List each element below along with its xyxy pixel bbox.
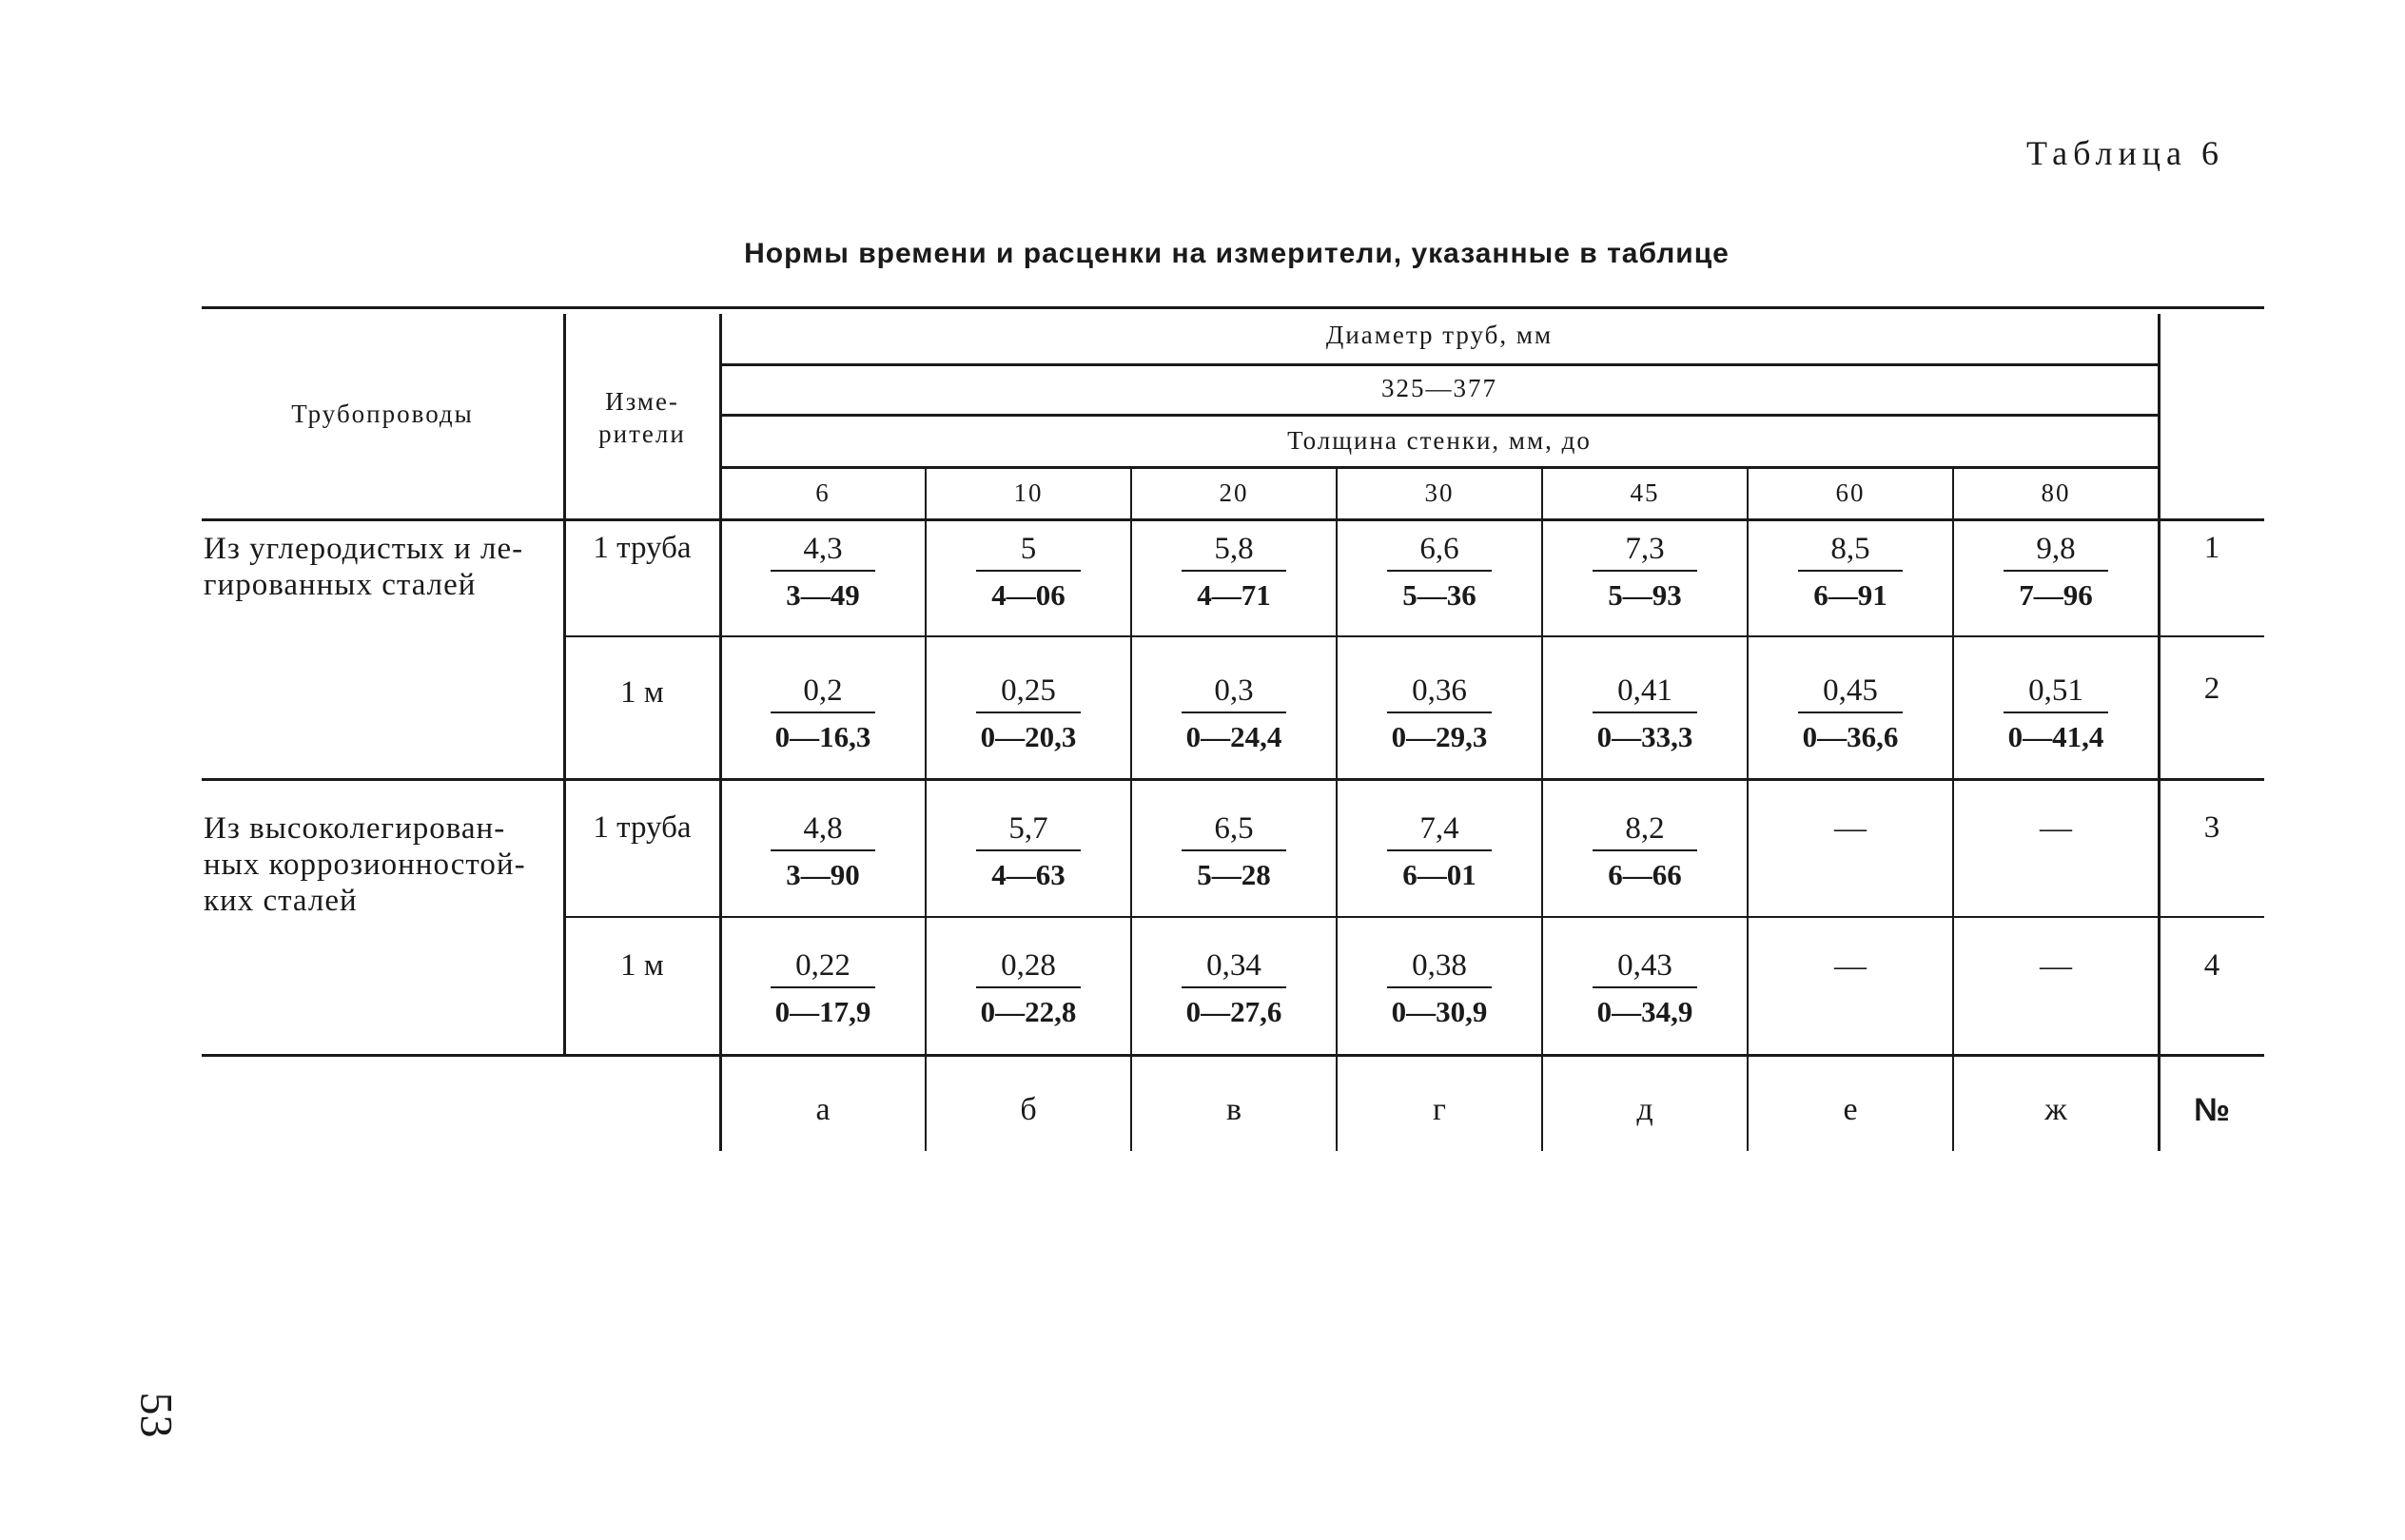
rate-value: 7—96 xyxy=(2019,578,2093,612)
number-sign: № xyxy=(2194,1092,2230,1128)
column-letter: г xyxy=(1433,1092,1446,1127)
value-cell xyxy=(1182,672,1286,757)
value-cell xyxy=(1387,530,1492,615)
value-cell xyxy=(1387,672,1492,757)
row-measure: 1 м xyxy=(620,948,664,983)
norm-value: 8,2 xyxy=(1593,809,1697,851)
rate-value: 5—28 xyxy=(1197,858,1271,891)
norm-value: 9,8 xyxy=(2004,530,2108,572)
norm-value: 7,3 xyxy=(1593,530,1697,572)
group-label-line: ных коррозионностой- xyxy=(204,848,526,882)
rate-value: 0—33,3 xyxy=(1596,720,1693,753)
rate-value: 0—16,3 xyxy=(774,720,871,753)
norm-value: 5,7 xyxy=(976,809,1081,851)
column-letter: в xyxy=(1225,1092,1242,1127)
rate-value: 6—01 xyxy=(1402,858,1476,891)
rate-value: 0—24,4 xyxy=(1185,720,1282,753)
rate-value: 6—66 xyxy=(1608,858,1682,891)
empty-cell-dash: — xyxy=(2040,810,2072,846)
group-label xyxy=(204,531,561,603)
value-cell xyxy=(771,672,875,757)
empty-cell-dash: — xyxy=(1834,810,1867,846)
thickness-value: 80 xyxy=(2041,478,2071,507)
norm-value: 4,3 xyxy=(771,530,875,572)
norm-value: 0,2 xyxy=(771,672,875,713)
column-letter: д xyxy=(1636,1092,1653,1127)
value-cell xyxy=(1593,672,1697,757)
row-measure: 1 труба xyxy=(593,810,692,845)
norm-value: 5 xyxy=(976,530,1081,572)
norm-value: 6,6 xyxy=(1387,530,1492,572)
header-measures-line2: рители xyxy=(598,419,686,448)
rate-value: 0—36,6 xyxy=(1802,720,1899,753)
value-cell xyxy=(1593,946,1697,1032)
rate-value: 0—22,8 xyxy=(980,995,1077,1028)
value-cell xyxy=(1387,946,1492,1032)
value-cell xyxy=(1182,946,1286,1032)
norm-value: 0,41 xyxy=(1593,672,1697,713)
header-diameter-range: 325—377 xyxy=(1381,374,1497,402)
table-label: Таблица 6 xyxy=(2026,134,2224,172)
thickness-value: 45 xyxy=(1630,478,1660,507)
norm-value: 0,51 xyxy=(2004,672,2108,713)
norm-value: 0,3 xyxy=(1182,672,1286,713)
norm-value: 0,34 xyxy=(1182,946,1286,988)
rate-value: 6—91 xyxy=(1813,578,1887,612)
norm-value: 0,45 xyxy=(1798,672,1903,713)
header-measures xyxy=(566,385,718,450)
thickness-value: 20 xyxy=(1219,478,1249,507)
group-label-line: Из высоколегирован- xyxy=(204,811,506,846)
rate-value: 4—71 xyxy=(1197,578,1271,612)
page-number: 53 xyxy=(130,1392,182,1438)
header-pipelines: Трубопроводы xyxy=(291,400,474,428)
value-cell xyxy=(1798,672,1903,757)
row-number: 4 xyxy=(2203,948,2220,983)
norm-value: 4,8 xyxy=(771,809,875,851)
norm-value: 0,43 xyxy=(1593,946,1697,988)
thickness-value: 30 xyxy=(1424,478,1455,507)
rate-value: 0—34,9 xyxy=(1596,995,1693,1028)
column-letter: е xyxy=(1843,1092,1858,1127)
row-measure: 1 м xyxy=(620,675,664,710)
thickness-value: 10 xyxy=(1013,478,1044,507)
header-wall-thickness: Толщина стенки, мм, до xyxy=(1287,426,1592,455)
value-cell xyxy=(976,672,1081,757)
group-label xyxy=(204,810,561,919)
row-number: 3 xyxy=(2203,810,2220,845)
value-cell xyxy=(976,530,1081,615)
rate-value: 0—29,3 xyxy=(1391,720,1488,753)
column-letter: а xyxy=(815,1092,831,1127)
header-measures-line1: Изме- xyxy=(605,387,679,416)
thickness-value: 6 xyxy=(815,478,831,507)
thickness-value: 60 xyxy=(1835,478,1866,507)
value-cell xyxy=(2004,530,2108,615)
norm-value: 8,5 xyxy=(1798,530,1903,572)
rate-value: 0—41,4 xyxy=(2007,720,2104,753)
table-heading: Нормы времени и расценки на измерители, указанные в таблице xyxy=(744,238,1730,269)
value-cell xyxy=(1387,809,1492,895)
empty-cell-dash: — xyxy=(1834,948,1867,984)
rate-value: 4—63 xyxy=(991,858,1066,891)
value-cell xyxy=(2004,672,2108,757)
row-number: 2 xyxy=(2203,672,2220,706)
value-cell xyxy=(1593,809,1697,895)
norm-value: 0,22 xyxy=(771,946,875,988)
value-cell xyxy=(976,946,1081,1032)
norm-value: 6,5 xyxy=(1182,809,1286,851)
norm-value: 0,28 xyxy=(976,946,1081,988)
column-letter: ж xyxy=(2044,1092,2067,1127)
value-cell xyxy=(1182,530,1286,615)
rate-value: 4—06 xyxy=(991,578,1066,612)
rate-value: 3—90 xyxy=(786,858,860,891)
empty-cell-dash: — xyxy=(2040,948,2072,984)
value-cell xyxy=(1798,530,1903,615)
norm-value: 7,4 xyxy=(1387,809,1492,851)
value-cell xyxy=(1182,809,1286,895)
row-measure: 1 труба xyxy=(593,531,692,565)
value-cell xyxy=(1593,530,1697,615)
norm-value: 0,38 xyxy=(1387,946,1492,988)
value-cell xyxy=(771,809,875,895)
group-label-line: Из углеродистых и ле- xyxy=(204,532,524,566)
norm-value: 0,36 xyxy=(1387,672,1492,713)
row-number: 1 xyxy=(2203,531,2220,565)
rate-value: 5—93 xyxy=(1608,578,1682,612)
norm-value: 5,8 xyxy=(1182,530,1286,572)
rate-value: 0—27,6 xyxy=(1185,995,1282,1028)
column-letter: б xyxy=(1020,1092,1037,1127)
rate-value: 0—30,9 xyxy=(1391,995,1488,1028)
value-cell xyxy=(771,946,875,1032)
group-label-line: ких сталей xyxy=(204,884,358,918)
rate-value: 5—36 xyxy=(1402,578,1476,612)
norm-value: 0,25 xyxy=(976,672,1081,713)
header-diameter: Диаметр труб, мм xyxy=(1325,321,1554,349)
rate-value: 0—17,9 xyxy=(774,995,871,1028)
group-label-line: гированных сталей xyxy=(204,568,477,602)
rate-value: 3—49 xyxy=(786,578,860,612)
rate-value: 0—20,3 xyxy=(980,720,1077,753)
value-cell xyxy=(976,809,1081,895)
value-cell xyxy=(771,530,875,615)
